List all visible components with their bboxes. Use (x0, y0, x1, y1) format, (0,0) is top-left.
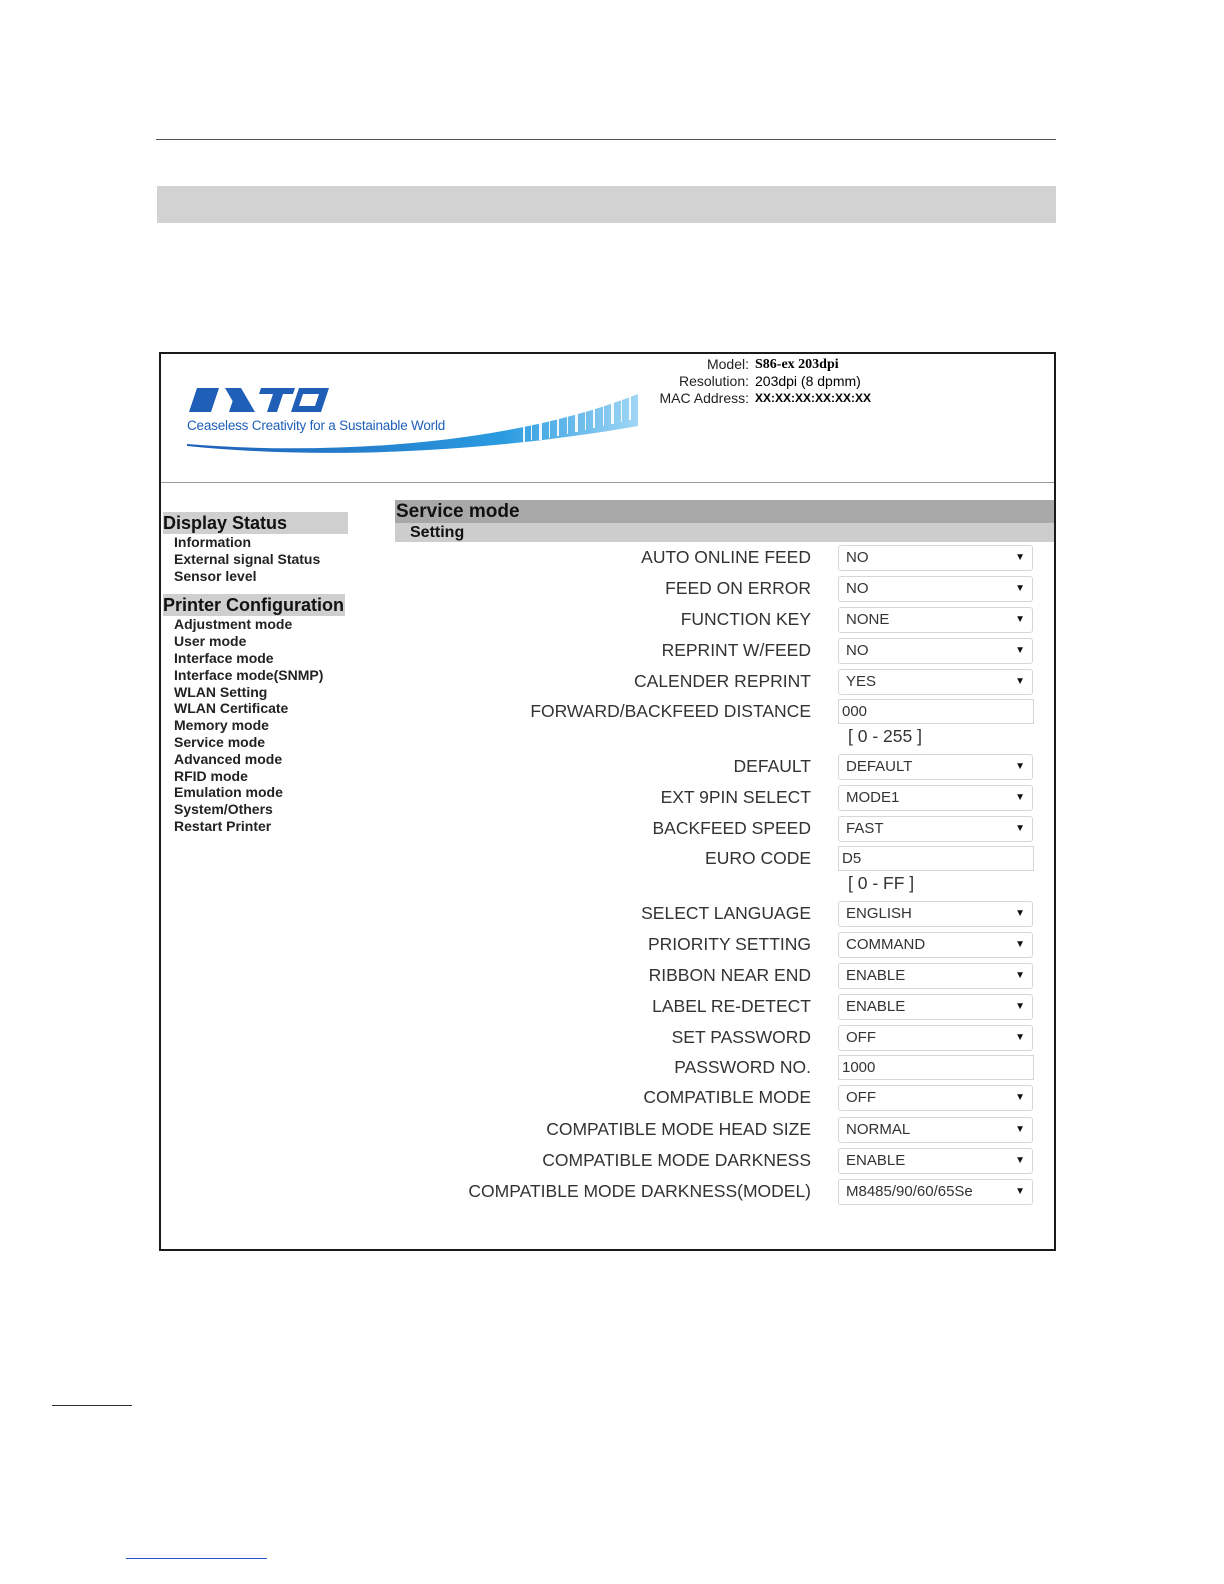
sidebar-item-external-signal-status[interactable]: External signal Status (174, 550, 321, 567)
select-value: ENABLE (846, 967, 906, 984)
compatible-mode-select[interactable] (838, 1085, 1033, 1111)
select-language-select[interactable] (838, 901, 1033, 927)
setting-label: PASSWORD NO. (674, 1057, 811, 1077)
setting-row-compatible-mode-darkness (395, 1147, 1054, 1175)
setting-label: SELECT LANGUAGE (641, 903, 811, 923)
compatible-mode-head-size-select[interactable] (838, 1117, 1033, 1143)
setting-label: DEFAULT (733, 756, 811, 776)
select-value: MODE1 (846, 789, 900, 806)
setting-label: COMPATIBLE MODE HEAD SIZE (546, 1119, 811, 1139)
select-value: NORMAL (846, 1121, 911, 1138)
web-config-screenshot (159, 352, 1056, 1251)
page-header (161, 354, 1054, 482)
sidebar-item-wlan-setting[interactable]: WLAN Setting (174, 683, 268, 700)
compatible-mode-darkness-select[interactable] (838, 1148, 1033, 1174)
setting-row-default (395, 753, 1054, 781)
feed-on-error-select[interactable] (838, 576, 1033, 602)
setting-label: PRIORITY SETTING (647, 934, 811, 954)
setting-label: COMPATIBLE MODE DARKNESS(MODEL) (468, 1181, 811, 1201)
panel-title: Service mode (395, 500, 1054, 523)
setting-row-euro-code (395, 845, 1054, 873)
sidebar-title-printer-configuration: Printer Configuration (163, 595, 344, 616)
select-value: OFF (846, 1029, 876, 1046)
sidebar-item-information[interactable]: Information (174, 534, 251, 550)
dropdown-arrow-icon: ▼ (1015, 645, 1025, 656)
select-value: ENABLE (846, 1152, 906, 1169)
sidebar-section-display-status (163, 512, 363, 584)
sidebar-item-interface-mode-snmp[interactable]: Interface mode(SNMP) (174, 666, 324, 683)
select-value: NO (846, 642, 869, 659)
sidebar-item-rfid-mode[interactable]: RFID mode (174, 767, 248, 784)
header-divider (161, 482, 1054, 483)
setting-row-auto-online-feed (395, 544, 1054, 572)
footer-link-underline (126, 1558, 267, 1559)
select-value: COMMAND (846, 936, 926, 953)
range-hint: [ 0 - 255 ] (848, 726, 922, 746)
setting-label: FEED ON ERROR (665, 578, 811, 598)
section-band (157, 186, 1056, 223)
resolution-label: Resolution: (678, 373, 749, 389)
model-label: Model: (706, 356, 749, 372)
reprint-wfeed-select[interactable] (838, 638, 1033, 664)
dropdown-arrow-icon: ▼ (1015, 970, 1025, 981)
setting-label: FORWARD/BACKFEED DISTANCE (530, 701, 811, 721)
select-value: NONE (846, 611, 890, 628)
function-key-select[interactable] (838, 607, 1033, 633)
dropdown-arrow-icon: ▼ (1015, 792, 1025, 803)
setting-row-select-language (395, 900, 1054, 928)
dropdown-arrow-icon: ▼ (1015, 823, 1025, 834)
select-value: M8485/90/60/65Se (846, 1183, 973, 1200)
model-row (641, 356, 881, 373)
setting-label: LABEL RE-DETECT (652, 996, 811, 1016)
setting-row-feed-on-error (395, 575, 1054, 603)
sidebar-item-user-mode[interactable]: User mode (174, 633, 247, 650)
select-value: OFF (846, 1089, 876, 1106)
dropdown-arrow-icon: ▼ (1015, 761, 1025, 772)
dropdown-arrow-icon: ▼ (1015, 1155, 1025, 1166)
setting-label: REPRINT W/FEED (661, 640, 811, 660)
setting-row-compatible-mode-head-size (395, 1116, 1054, 1144)
euro-code-input[interactable]: D5 (838, 846, 1034, 871)
sidebar-item-advanced-mode[interactable]: Advanced mode (174, 750, 283, 767)
dropdown-arrow-icon: ▼ (1015, 1124, 1025, 1135)
setting-label: CALENDER REPRINT (634, 671, 811, 691)
dropdown-arrow-icon: ▼ (1015, 1186, 1025, 1197)
page-top-rule (156, 139, 1056, 140)
label-re-detect-select[interactable] (838, 994, 1033, 1020)
calender-reprint-select[interactable] (838, 669, 1033, 695)
sidebar-item-system-others[interactable]: System/Others (174, 801, 273, 818)
dropdown-arrow-icon: ▼ (1015, 908, 1025, 919)
setting-row-backfeed-speed (395, 815, 1054, 843)
select-value: NO (846, 580, 869, 597)
setting-label: COMPATIBLE MODE (643, 1087, 811, 1107)
setting-row-function-key (395, 606, 1054, 634)
sidebar-section-printer-configuration (163, 594, 363, 834)
priority-setting-select[interactable] (838, 932, 1033, 958)
password-no-input[interactable]: 1000 (838, 1055, 1034, 1080)
setting-row-calender-reprint (395, 668, 1054, 696)
setting-row-compatible-mode (395, 1084, 1054, 1112)
dropdown-arrow-icon: ▼ (1015, 1032, 1025, 1043)
dropdown-arrow-icon: ▼ (1015, 552, 1025, 563)
footnote-rule (52, 1405, 132, 1406)
forward-backfeed-distance-input[interactable]: 000 (838, 699, 1034, 724)
sidebar-item-sensor-level[interactable]: Sensor level (174, 567, 257, 584)
select-value: ENABLE (846, 998, 906, 1015)
backfeed-speed-select[interactable] (838, 816, 1033, 842)
range-row-euro-code (395, 873, 1054, 901)
dropdown-arrow-icon: ▼ (1015, 939, 1025, 950)
default-select[interactable] (838, 754, 1033, 780)
logo-tagline: Ceaseless Creativity for a Sustainable World (187, 418, 446, 433)
range-hint: [ 0 - FF ] (848, 873, 915, 893)
setting-row-priority-setting (395, 931, 1054, 959)
setting-label: EXT 9PIN SELECT (660, 787, 811, 807)
setting-row-reprint-wfeed (395, 637, 1054, 665)
sidebar-item-interface-mode[interactable]: Interface mode (174, 649, 274, 666)
select-value: YES (846, 673, 877, 690)
sidebar-item-service-mode[interactable]: Service mode (174, 733, 266, 750)
dropdown-arrow-icon: ▼ (1015, 1001, 1025, 1012)
setting-row-label-re-detect (395, 993, 1054, 1021)
service-mode-panel (395, 500, 1054, 1201)
ribbon-near-end-select[interactable] (838, 963, 1033, 989)
dropdown-arrow-icon: ▼ (1015, 583, 1025, 594)
setting-row-compatible-mode-darkness-model (395, 1178, 1054, 1206)
select-value: NO (846, 549, 869, 566)
sidebar-item-restart-printer[interactable]: Restart Printer (174, 817, 272, 834)
select-value: FAST (846, 820, 884, 837)
setting-label: SET PASSWORD (671, 1027, 811, 1047)
select-value: ENGLISH (846, 905, 912, 922)
setting-label: AUTO ONLINE FEED (641, 547, 811, 567)
panel-subtitle: Setting (395, 523, 1054, 542)
printer-info (641, 356, 881, 407)
mac-label: MAC Address: (659, 390, 749, 406)
sidebar-item-emulation-mode[interactable]: Emulation mode (174, 784, 283, 801)
ext-9pin-select[interactable] (838, 785, 1033, 811)
setting-label: COMPATIBLE MODE DARKNESS (542, 1150, 811, 1170)
dropdown-arrow-icon: ▼ (1015, 1092, 1025, 1103)
sidebar-title-display-status: Display Status (163, 512, 348, 534)
setting-label: RIBBON NEAR END (648, 965, 811, 985)
set-password-select[interactable] (838, 1025, 1033, 1051)
dropdown-arrow-icon: ▼ (1015, 614, 1025, 625)
auto-online-feed-select[interactable] (838, 545, 1033, 571)
setting-row-ext-9pin-select (395, 784, 1054, 812)
mac-row (641, 390, 881, 407)
model-value: S86-ex 203dpi (755, 357, 839, 372)
setting-row-ribbon-near-end (395, 962, 1054, 990)
range-row-distance (395, 726, 1054, 754)
setting-label: FUNCTION KEY (680, 609, 811, 629)
compatible-mode-darkness-model-select[interactable] (838, 1179, 1033, 1205)
select-value: DEFAULT (846, 758, 913, 775)
resolution-value: 203dpi (8 dpmm) (755, 373, 861, 389)
setting-row-password-no (395, 1054, 1054, 1082)
setting-row-forward-backfeed-distance (395, 698, 1054, 726)
sidebar-item-memory-mode[interactable]: Memory mode (174, 717, 269, 734)
mac-value: XX:XX:XX:XX:XX:XX (755, 391, 872, 405)
sidebar-item-adjustment-mode[interactable]: Adjustment mode (174, 616, 293, 633)
sidebar-nav (163, 512, 363, 845)
setting-row-set-password (395, 1024, 1054, 1052)
setting-label: BACKFEED SPEED (652, 818, 811, 838)
setting-label: EURO CODE (705, 848, 811, 868)
sidebar-item-wlan-certificate[interactable]: WLAN Certificate (174, 700, 289, 717)
resolution-row (641, 373, 881, 390)
dropdown-arrow-icon: ▼ (1015, 676, 1025, 687)
